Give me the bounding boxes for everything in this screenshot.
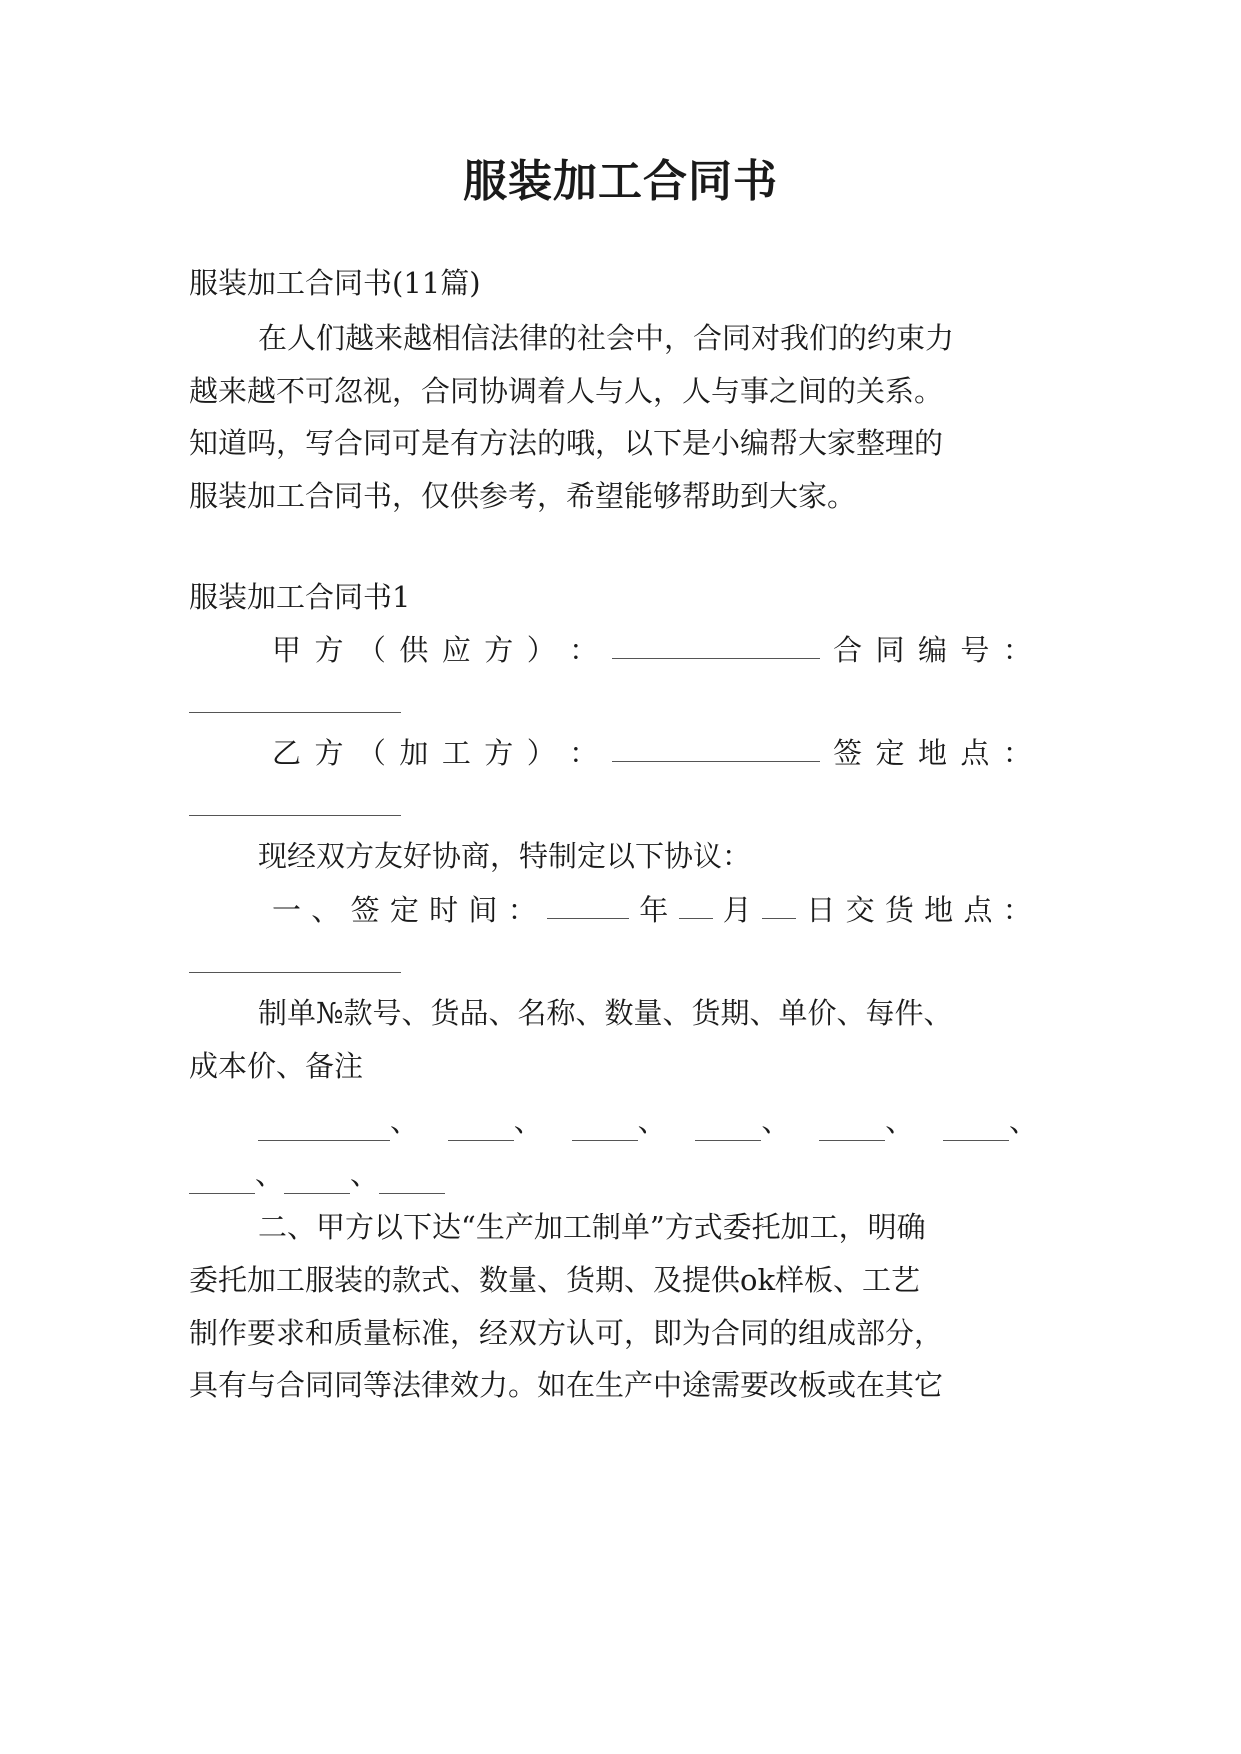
party-b-after-char: 点 [960, 736, 990, 770]
party-b-line [272, 733, 1032, 773]
item1-char: ： [1002, 893, 1032, 927]
contract-number-blank[interactable] [189, 712, 401, 713]
party-b-char: 加 [399, 736, 429, 770]
item1-char: 货 [884, 893, 914, 927]
party-b-char: 方 [314, 736, 344, 770]
item1-char: 地 [924, 893, 954, 927]
fill-blank[interactable] [572, 1112, 638, 1141]
separator: 、 [255, 1157, 285, 1191]
separator: 、 [637, 1104, 667, 1138]
separator: 、 [761, 1104, 791, 1138]
separator: 、 [350, 1157, 380, 1191]
party-b-char: （ [356, 736, 386, 770]
party-b-after-char: 地 [917, 736, 947, 770]
separator: 、 [390, 1104, 420, 1138]
fill-blank[interactable] [943, 1112, 1009, 1141]
separator: 、 [513, 1104, 543, 1138]
columns-line-2: 成本价、备注 [189, 1049, 364, 1083]
party-a-after-char: 合 [833, 633, 863, 667]
item1-char: 、 [311, 893, 341, 927]
party-a-char: 应 [441, 633, 471, 667]
columns-line-1: 制单№款号、货品、名称、数量、货期、单价、每件、 [258, 996, 953, 1030]
separator: 、 [1008, 1104, 1038, 1138]
item1-char: 交 [845, 893, 875, 927]
party-a-char: ： [569, 633, 599, 667]
party-b-char: 乙 [272, 736, 302, 770]
party-b-char: 方 [484, 736, 514, 770]
month-blank[interactable] [679, 890, 713, 919]
party-a-after-char: 号 [960, 633, 990, 667]
item1-char: 时 [429, 893, 459, 927]
party-b-after-char: 签 [833, 736, 863, 770]
party-a-blank[interactable] [612, 630, 820, 659]
item1-char: 定 [389, 893, 419, 927]
document-title: 服装加工合同书 [463, 156, 778, 207]
year-label: 年 [639, 893, 669, 927]
fill-blank[interactable] [695, 1112, 761, 1141]
item1-char: 间 [468, 893, 498, 927]
intro-line-4: 服装加工合同书，仅供参考，希望能够帮助到大家。 [189, 479, 857, 513]
signing-place-blank[interactable] [189, 815, 401, 816]
party-a-line [272, 630, 1032, 670]
month-label: 月 [722, 893, 752, 927]
party-b-char: 工 [441, 736, 471, 770]
fill-blank[interactable] [819, 1112, 885, 1141]
item1-char: ： [507, 893, 537, 927]
party-b-char: ： [569, 736, 599, 770]
item1-char: 日 [806, 893, 836, 927]
party-a-char: 方 [484, 633, 514, 667]
delivery-place-blank[interactable] [189, 972, 401, 973]
party-a-char: 方 [314, 633, 344, 667]
item2-line-1: 二、甲方以下达“生产加工制单”方式委托加工，明确 [258, 1210, 926, 1244]
agreement-line: 现经双方友好协商，特制定以下协议： [258, 839, 752, 873]
blanks-row-1 [258, 1101, 1038, 1141]
party-a-after-char: ： [1002, 633, 1032, 667]
fill-blank[interactable] [379, 1165, 445, 1194]
item2-line-2: 委托加工服装的款式、数量、货期、及提供ok样板、工艺 [189, 1263, 921, 1297]
fill-blank[interactable] [189, 1165, 255, 1194]
blanks-row-2 [189, 1154, 1069, 1194]
party-a-char: 供 [399, 633, 429, 667]
party-a-char: ） [526, 633, 556, 667]
party-a-char: 甲 [272, 633, 302, 667]
intro-line-1: 在人们越来越相信法律的社会中，合同对我们的约束力 [258, 321, 955, 355]
party-b-char: ） [526, 736, 556, 770]
party-a-char: （ [356, 633, 386, 667]
party-a-after-char: 同 [875, 633, 905, 667]
document-subtitle: 服装加工合同书(11篇) [189, 266, 481, 300]
party-b-after-char: 定 [875, 736, 905, 770]
fill-blank[interactable] [258, 1112, 390, 1141]
party-b-after-char: ： [1002, 736, 1032, 770]
item1-char: 一 [272, 893, 302, 927]
item1-line [272, 890, 1032, 930]
year-blank[interactable] [547, 890, 629, 919]
item1-char: 签 [350, 893, 380, 927]
fill-blank[interactable] [448, 1112, 514, 1141]
fill-blank[interactable] [284, 1165, 350, 1194]
item2-line-4: 具有与合同同等法律效力。如在生产中途需要改板或在其它 [189, 1368, 944, 1402]
day-blank[interactable] [762, 890, 796, 919]
intro-line-2: 越来越不可忽视，合同协调着人与人，人与事之间的关系。 [189, 374, 944, 408]
party-b-blank[interactable] [612, 733, 820, 762]
intro-line-3: 知道吗，写合同可是有方法的哦，以下是小编帮大家整理的 [189, 426, 944, 460]
item1-char: 点 [963, 893, 993, 927]
section-heading: 服装加工合同书1 [189, 580, 411, 614]
item2-line-3: 制作要求和质量标准，经双方认可，即为合同的组成部分， [189, 1316, 944, 1350]
separator: 、 [885, 1104, 915, 1138]
party-a-after-char: 编 [917, 633, 947, 667]
